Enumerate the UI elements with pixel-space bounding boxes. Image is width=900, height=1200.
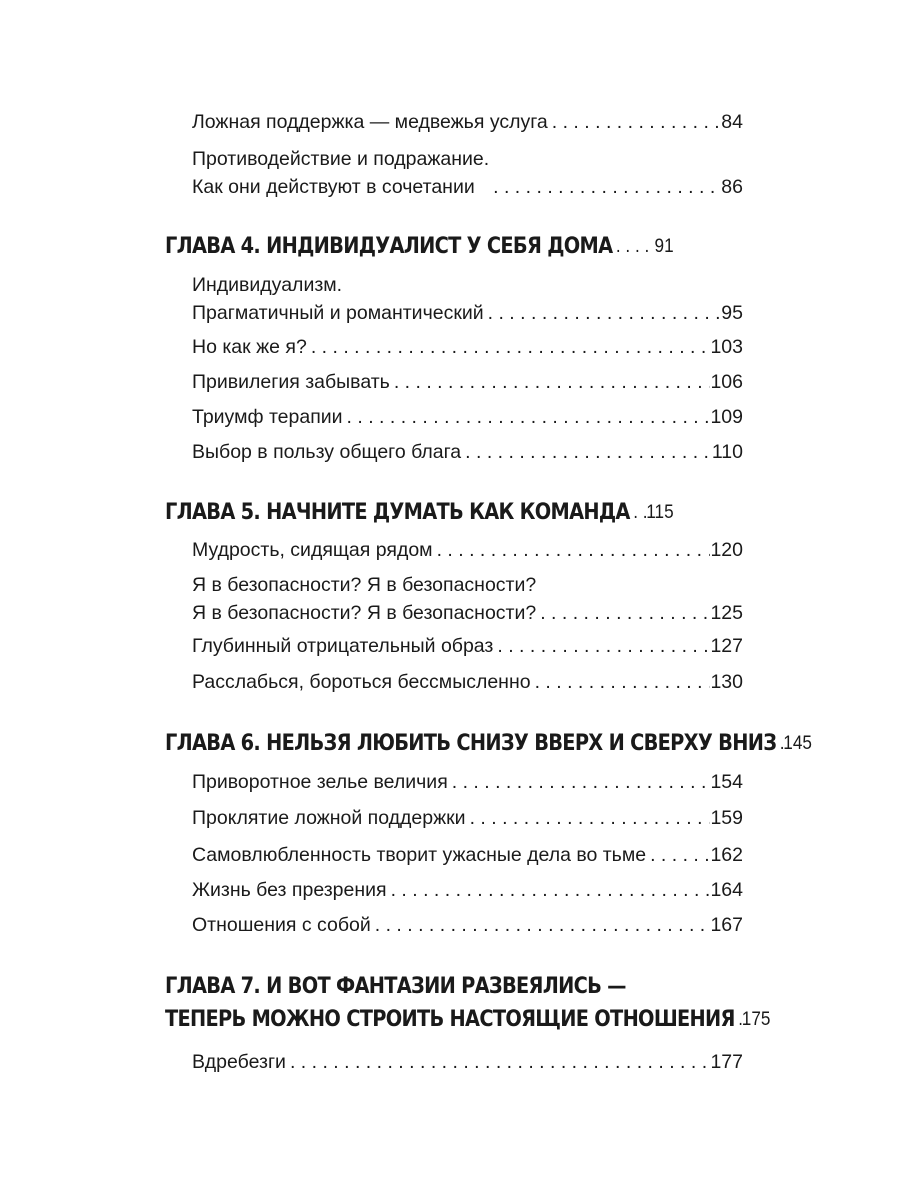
toc-entry-title: Ложная поддержка — медвежья услуга — [192, 111, 548, 133]
toc-entry — [192, 571, 743, 627]
toc-entry-page: 86 — [721, 176, 743, 198]
chapter-heading — [165, 970, 771, 1036]
chapter-title: ГЛАВА 6. НЕЛЬЗЯ ЛЮБИТЬ СНИЗУ ВВЕРХ И СВЕРХУ ВНИЗ — [165, 731, 777, 756]
chapter-title: ГЛАВА 5. НАЧНИТЕ ДУМАТЬ КАК КОМАНДА — [165, 500, 630, 525]
toc-entry — [192, 108, 743, 136]
dot-leader — [735, 1003, 742, 1036]
toc-entry-title: Привилегия забывать — [192, 371, 390, 393]
dot-leader — [612, 230, 654, 263]
toc-entry-page: 103 — [710, 336, 743, 358]
dot-leader — [484, 299, 722, 327]
chapter-title — [165, 970, 735, 1036]
toc-entry — [192, 804, 743, 832]
toc-entry-title: Вдребезги — [192, 1051, 286, 1073]
toc-entry — [192, 438, 743, 466]
toc-entry-title: Мудрость, сидящая рядом — [192, 539, 433, 561]
toc-entry-page: 177 — [710, 1051, 743, 1073]
dot-leader — [630, 496, 647, 529]
dot-leader — [776, 727, 783, 760]
toc-entry-page: 130 — [710, 671, 743, 693]
toc-entry — [192, 911, 743, 939]
toc-entry — [192, 841, 743, 869]
toc-entry — [192, 145, 743, 201]
toc-entry-page: 167 — [710, 914, 743, 936]
toc-entry — [192, 368, 743, 396]
chapter-title: ГЛАВА 4. ИНДИВИДУАЛИСТ У СЕБЯ ДОМА — [165, 234, 613, 259]
chapter-page: 91 — [654, 235, 674, 257]
toc-entry — [192, 1048, 743, 1076]
chapter-heading — [165, 230, 674, 263]
dot-leader — [531, 668, 711, 696]
dot-leader — [548, 108, 722, 136]
toc-entry-title — [192, 145, 489, 201]
toc-entry-title: Проклятие ложной поддержки — [192, 807, 466, 829]
chapter-page: 115 — [646, 501, 674, 523]
toc-entry-title-line: Я в безопасности? Я в безопасности? — [192, 574, 537, 596]
toc-entry-page: 154 — [710, 771, 743, 793]
toc-entry-title: Жизнь без презрения — [192, 879, 387, 901]
toc-entry-page: 95 — [721, 302, 743, 324]
toc-entry-title-line: Как они действуют в сочетании — [192, 176, 475, 198]
chapter-title-line: ТЕПЕРЬ МОЖНО СТРОИТЬ НАСТОЯЩИЕ ОТНОШЕНИЯ — [165, 1007, 735, 1032]
toc-entry-title: Приворотное зелье величия — [192, 771, 448, 793]
dot-leader — [387, 876, 711, 904]
toc-entry-title: Глубинный отрицательный образ — [192, 635, 494, 657]
toc-entry-page: 159 — [710, 807, 743, 829]
toc-entry-page: 125 — [710, 602, 743, 624]
toc-entry-title-line: Противодействие и подражание. — [192, 148, 490, 170]
toc-entry — [192, 632, 743, 660]
toc-entry-title — [192, 571, 536, 627]
dot-leader — [390, 368, 711, 396]
dot-leader — [493, 632, 710, 660]
toc-entry-title: Расслабься, бороться бессмысленно — [192, 671, 531, 693]
toc-entry — [192, 271, 743, 327]
dot-leader — [307, 333, 711, 361]
toc-entry — [192, 768, 743, 796]
dot-leader — [466, 804, 711, 832]
toc-entry-page: 84 — [721, 111, 743, 133]
dot-leader — [343, 403, 711, 431]
dot-leader — [536, 599, 710, 627]
toc-entry-title: Самовлюбленность творит ужасные дела во тьме — [192, 844, 647, 866]
dot-leader — [646, 841, 710, 869]
toc-entry — [192, 333, 743, 361]
toc-entry — [192, 536, 743, 564]
toc-entry — [192, 668, 743, 696]
toc-entry-title-line: Я в безопасности? Я в безопасности? — [192, 602, 537, 624]
toc-entry-page: 109 — [710, 406, 743, 428]
chapter-heading — [165, 727, 812, 760]
toc-entry-title-line: Прагматичный и романтический — [192, 302, 484, 324]
toc-entry-page: 110 — [711, 441, 743, 463]
dot-leader — [371, 911, 711, 939]
chapter-page: 175 — [741, 1008, 771, 1030]
toc-entry-title: Триумф терапии — [192, 406, 343, 428]
dot-leader — [461, 438, 712, 466]
toc-entry-title-line: Индивидуализм. — [192, 274, 343, 296]
chapter-heading — [165, 496, 674, 529]
toc-entry-page: 164 — [710, 879, 743, 901]
toc-entry-page: 120 — [710, 539, 743, 561]
toc-entry-page: 106 — [710, 371, 743, 393]
chapter-page: 145 — [783, 732, 812, 754]
toc-entry-title: Отношения с собой — [192, 914, 371, 936]
toc-entry-page: 162 — [710, 844, 743, 866]
toc-entry-page: 127 — [710, 635, 743, 657]
dot-leader — [286, 1048, 711, 1076]
toc-entry — [192, 876, 743, 904]
toc-entry-title: Но как же я? — [192, 336, 307, 358]
dot-leader — [433, 536, 711, 564]
dot-leader — [489, 173, 721, 201]
toc-entry-title — [192, 271, 484, 327]
toc-entry-title: Выбор в пользу общего блага — [192, 441, 462, 463]
toc-entry — [192, 403, 743, 431]
chapter-title-line: ГЛАВА 7. И ВОТ ФАНТАЗИИ РАЗВЕЯЛИСЬ — — [165, 974, 626, 999]
dot-leader — [448, 768, 711, 796]
